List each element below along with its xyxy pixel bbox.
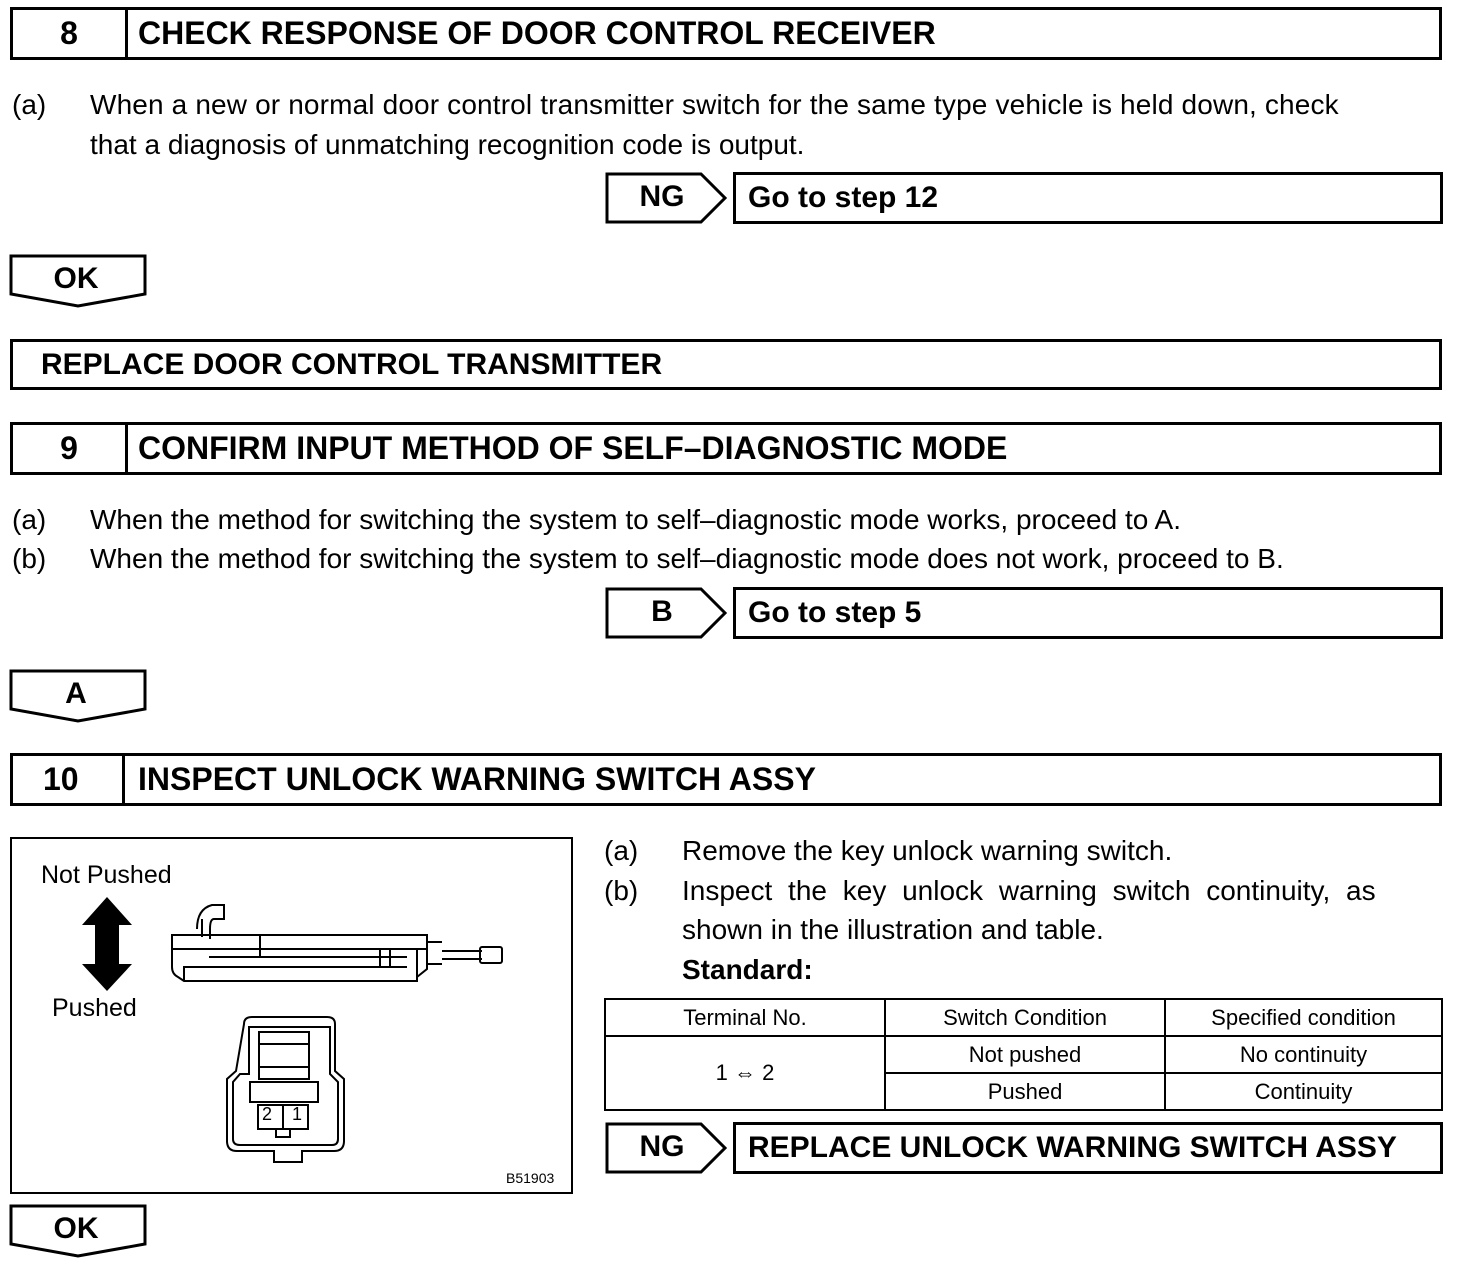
double-arrow-icon	[82, 897, 132, 991]
table-header-row	[605, 999, 1442, 1036]
step9-header	[10, 422, 1442, 475]
table-cell: No continuity	[1165, 1036, 1442, 1073]
table-header: Terminal No.	[605, 999, 885, 1036]
switch-body-icon	[172, 905, 502, 981]
step8-a-line1: When a new or normal door control transmitter switch for the same type vehicle is held down, check	[90, 89, 1339, 120]
step8-replace-box: REPLACE DOOR CONTROL TRANSMITTER	[10, 339, 1442, 390]
table-header: Switch Condition	[885, 999, 1165, 1036]
step9-b-label-arrow: B	[651, 595, 673, 628]
step10-ng-label: NG	[639, 1130, 685, 1163]
step10-ng-goto: REPLACE UNLOCK WARNING SWITCH ASSY	[733, 1122, 1443, 1174]
table-cell-terminal: 1 ⇔ 2	[605, 1036, 885, 1110]
step10-b-label: (b)	[604, 875, 639, 906]
figure-code: B51903	[506, 1170, 555, 1186]
step10-header	[10, 753, 1442, 806]
step10-a-text: Remove the key unlock warning switch.	[682, 835, 1173, 866]
step10-b-line2: shown in the illustration and table.	[682, 914, 1104, 945]
table-cell: Continuity	[1165, 1073, 1442, 1110]
step10-item-a	[604, 831, 1444, 871]
step9-number: 9	[13, 425, 128, 472]
step9-b-goto: Go to step 5	[733, 587, 1443, 639]
step8-ng-goto: Go to step 12	[733, 172, 1443, 224]
step8-a-label: (a)	[12, 89, 47, 120]
table-row	[605, 1036, 1442, 1073]
connector-pin-2: 2	[262, 1104, 273, 1124]
step8-number: 8	[13, 10, 128, 57]
connector-pin-1: 1	[292, 1104, 303, 1124]
step9-item-a	[12, 500, 1444, 540]
step8-title: CHECK RESPONSE OF DOOR CONTROL RECEIVER	[138, 15, 936, 51]
step10-ok-label: OK	[53, 1212, 99, 1245]
step8-item-a	[12, 85, 1444, 165]
connector-icon	[227, 1017, 344, 1162]
figure-not-pushed-label: Not Pushed	[41, 861, 172, 889]
step8-header	[10, 7, 1442, 60]
figure-pushed-label: Pushed	[52, 994, 137, 1022]
step10-standard-label: Standard:	[682, 954, 813, 985]
step9-item-b	[12, 539, 1444, 579]
step10-b-line1: Inspect the key unlock warning switch continuity, as	[682, 875, 1376, 906]
step8-a-line2: that a diagnosis of unmatching recognition code is output.	[90, 129, 805, 160]
table-cell: Pushed	[885, 1073, 1165, 1110]
step8-ng-label: NG	[639, 180, 685, 213]
step10-item-b	[604, 871, 1444, 991]
step8-ok-label: OK	[53, 262, 99, 295]
step9-title: CONFIRM INPUT METHOD OF SELF–DIAGNOSTIC MODE	[138, 430, 1008, 466]
step9-a-label: (a)	[12, 504, 47, 535]
table-cell: Not pushed	[885, 1036, 1165, 1073]
switch-illustration	[12, 839, 571, 1192]
step10-a-label: (a)	[604, 835, 639, 866]
step9-a-text: When the method for switching the system to self–diagnostic mode works, proceed to A.	[90, 504, 1181, 535]
switch-figure	[10, 837, 573, 1194]
step9-b-label: (b)	[12, 543, 47, 574]
table-header: Specified condition	[1165, 999, 1442, 1036]
continuity-table	[604, 998, 1443, 1111]
step10-title: INSPECT UNLOCK WARNING SWITCH ASSY	[138, 761, 816, 797]
step10-number: 10	[13, 756, 125, 803]
step9-b-text: When the method for switching the system to self–diagnostic mode does not work, proceed to B.	[90, 543, 1284, 574]
step9-a-label-arrow: A	[65, 677, 87, 710]
